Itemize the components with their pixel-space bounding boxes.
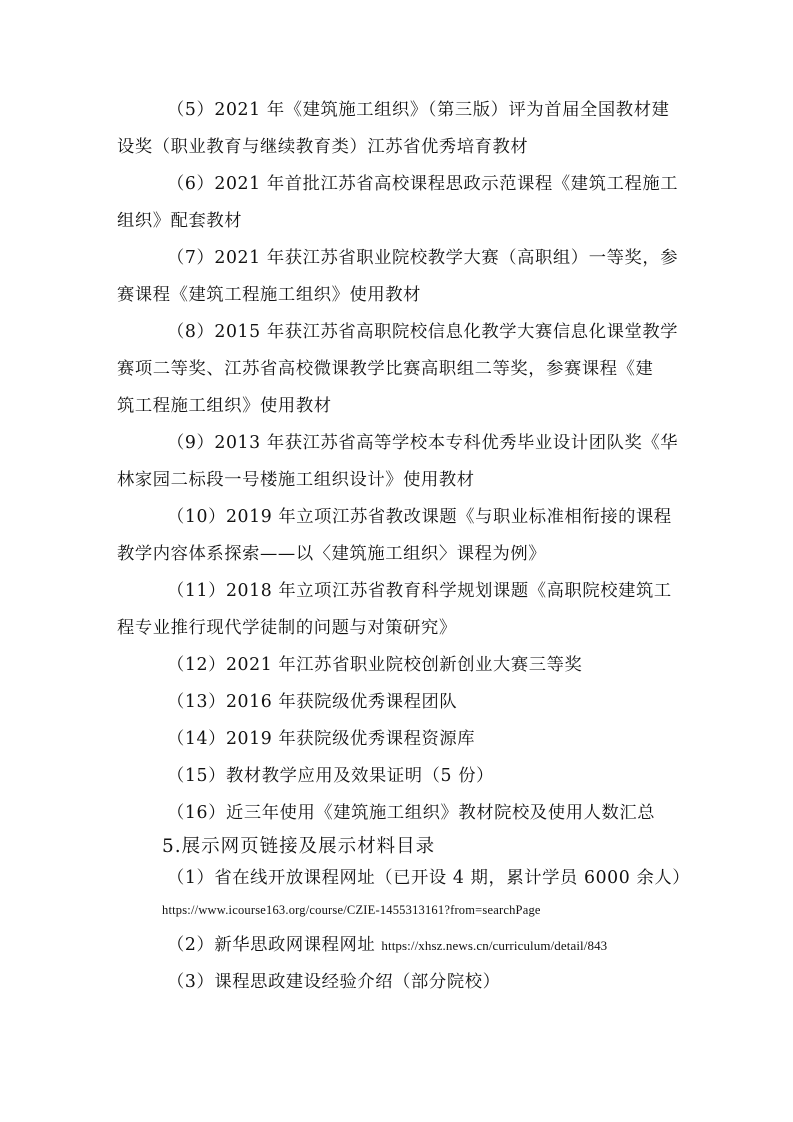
item-14: （14）2019 年获院级优秀课程资源库 (167, 729, 476, 749)
item-8-line-3: 筑工程施工组织》使用教材 (117, 396, 332, 416)
xinhua-url-link[interactable]: https://xhsz.news.cn/curriculum/detail/843 (381, 938, 608, 953)
item-6-line-2: 组织》配套教材 (117, 211, 243, 231)
item-9-line-1: （9）2013 年获江苏省高等学校本专科优秀毕业设计团队奖《华 (167, 433, 679, 453)
item-6-line-1: （6）2021 年首批江苏省高校课程思政示范课程《建筑工程施工 (167, 174, 679, 194)
item-8-line-1: （8）2015 年获江苏省高职院校信息化教学大赛信息化课堂教学 (167, 322, 679, 342)
list-item (117, 684, 677, 721)
list-item (117, 425, 677, 499)
item-10-line-2: 教学内容体系探索——以〈建筑施工组织〉课程为例》 (117, 544, 547, 564)
list-item (117, 92, 677, 166)
list-item (117, 240, 677, 314)
item-16: （16）近三年使用《建筑施工组织》教材院校及使用人数汇总 (167, 803, 656, 823)
item-11-line-2: 程专业推行现代学徒制的问题与对策研究》 (117, 618, 457, 638)
item-15: （15）教材教学应用及效果证明（5 份） (167, 766, 494, 786)
link-1-label: （1）省在线开放课程网址（已开设 4 期，累计学员 6000 余人） (167, 868, 691, 888)
list-item (117, 795, 677, 832)
item-13: （13）2016 年获院级优秀课程团队 (167, 692, 458, 712)
item-10-line-1: （10）2019 年立项江苏省教改课题《与职业标准相衔接的课程 (167, 507, 672, 527)
course-url-link[interactable]: https://www.icourse163.org/course/CZIE-1455313161?from=searchPage (162, 903, 541, 917)
item-5-line-2: 设奖（职业教育与继续教育类）江苏省优秀培育教材 (117, 137, 529, 157)
item-5-line-1: （5）2021 年《建筑施工组织》（第三版）评为首届全国教材建 (167, 100, 670, 120)
section-heading: 5.展示网页链接及展示材料目录 (162, 836, 436, 857)
list-item (117, 573, 677, 647)
list-item (117, 166, 677, 240)
list-item (117, 721, 677, 758)
link-2-label: （2）新华思政网课程网址 (167, 935, 382, 955)
list-item (117, 314, 677, 425)
link-3-label: （3）课程思政建设经验介绍（部分院校） (167, 972, 501, 992)
item-8-line-2: 赛项二等奖、江苏省高校微课教学比赛高职组二等奖，参赛课程《建 (117, 359, 654, 379)
item-9-line-2: 林家园二标段一号楼施工组织设计》使用教材 (117, 470, 475, 490)
list-item (117, 647, 677, 684)
list-item (117, 758, 677, 795)
list-item (117, 893, 677, 927)
item-12: （12）2021 年江苏省职业院校创新创业大赛三等奖 (167, 655, 583, 675)
item-7-line-1: （7）2021 年获江苏省职业院校教学大赛（高职组）一等奖，参 (167, 248, 679, 268)
item-11-line-1: （11）2018 年立项江苏省教育科学规划课题《高职院校建筑工 (167, 581, 672, 601)
list-item (117, 964, 677, 1001)
list-item (117, 860, 691, 897)
list-item (117, 499, 677, 573)
list-item (117, 927, 717, 964)
item-7-line-2: 赛课程《建筑工程施工组织》使用教材 (117, 285, 421, 305)
